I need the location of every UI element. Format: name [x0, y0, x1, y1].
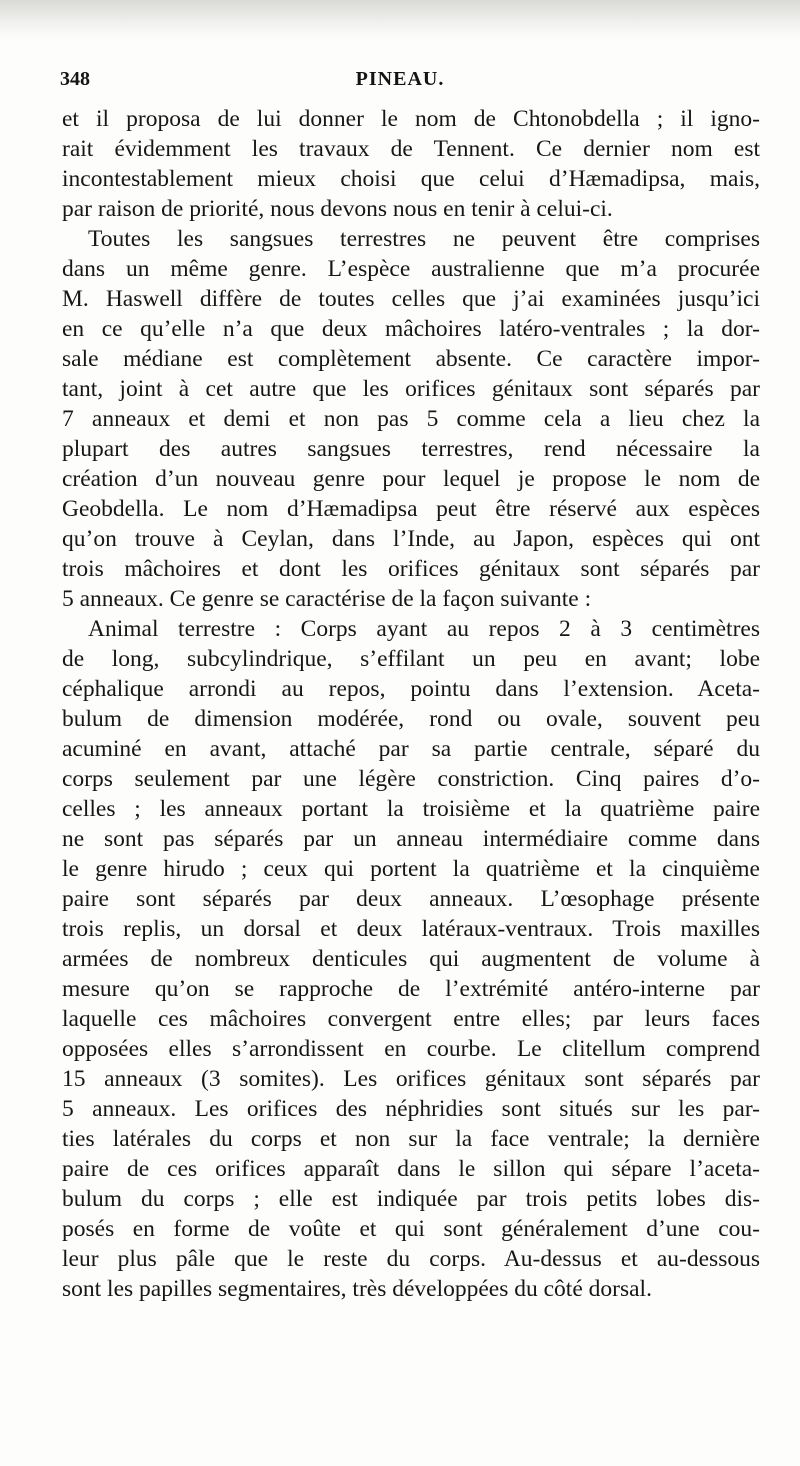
running-head: PINEAU. — [355, 68, 445, 90]
text-line: rait évidemment les travaux de Tennent. Ce dernier nom est — [62, 136, 760, 162]
text-line: sale médiane est complètement absente. Ce caractère impor- — [62, 346, 760, 372]
text-line: ties latérales du corps et non sur la face ventrale; la dernière — [62, 1126, 760, 1152]
text-line: posés en forme de voûte et qui sont généralement d’une cou- — [62, 1216, 760, 1242]
text-line: ne sont pas séparés par un anneau intermédiaire comme dans — [62, 826, 760, 852]
body-text — [62, 104, 760, 1304]
text-line: céphalique arrondi au repos, pointu dans l’extension. Aceta- — [62, 676, 760, 702]
text-line: armées de nombreux denticules qui augmentent de volume à — [62, 946, 760, 972]
text-line: et il proposa de lui donner le nom de Chtonobdella ; il igno- — [62, 106, 760, 132]
text-line: le genre hirudo ; ceux qui portent la quatrième et la cinquième — [62, 856, 760, 882]
text-line: mesure qu’on se rapproche de l’extrémité antéro-interne par — [62, 976, 760, 1002]
text-line: leur plus pâle que le reste du corps. Au-dessus et au-dessous — [62, 1246, 760, 1272]
text-line: laquelle ces mâchoires convergent entre elles; par leurs faces — [62, 1006, 760, 1032]
text-line: par raison de priorité, nous devons nous en tenir à celui-ci. — [62, 196, 613, 222]
page-number: 348 — [60, 68, 90, 90]
text-line: 15 anneaux (3 somites). Les orifices génitaux sont séparés par — [62, 1066, 760, 1092]
paragraph-3 — [62, 614, 760, 1304]
scan-edge-shading — [0, 0, 800, 40]
text-line: sont les papilles segmentaires, très développées du côté dorsal. — [62, 1276, 652, 1302]
text-line: 5 anneaux. Ce genre se caractérise de la façon suivante : — [62, 586, 592, 612]
text-line: paire de ces orifices apparaît dans le sillon qui sépare l’aceta- — [62, 1156, 760, 1182]
text-line: plupart des autres sangsues terrestres, rend nécessaire la — [62, 436, 760, 462]
text-line: opposées elles s’arrondissent en courbe. Le clitellum comprend — [62, 1036, 760, 1062]
page-header — [60, 68, 740, 98]
paragraph-2 — [62, 224, 760, 614]
text-line: en ce qu’elle n’a que deux mâchoires latéro-ventrales ; la dor- — [62, 316, 760, 342]
text-line: qu’on trouve à Ceylan, dans l’Inde, au Japon, espèces qui ont — [62, 526, 760, 552]
paragraph-1 — [62, 104, 760, 224]
text-line: incontestablement mieux choisi que celui d’Hæmadipsa, mais, — [62, 166, 760, 192]
text-line: de long, subcylindrique, s’effilant un peu en avant; lobe — [62, 646, 760, 672]
text-line: Geobdella. Le nom d’Hæmadipsa peut être réservé aux espèces — [62, 496, 760, 522]
text-line: création d’un nouveau genre pour lequel je propose le nom de — [62, 466, 760, 492]
text-line: 5 anneaux. Les orifices des néphridies sont situés sur les par- — [62, 1096, 760, 1122]
text-line: tant, joint à cet autre que les orifices génitaux sont séparés par — [62, 376, 760, 402]
text-line: paire sont séparés par deux anneaux. L’œsophage présente — [62, 886, 760, 912]
text-line: bulum de dimension modérée, rond ou ovale, souvent peu — [62, 706, 760, 732]
text-line: Toutes les sangsues terrestres ne peuvent être comprises — [88, 226, 760, 252]
text-line: dans un même genre. L’espèce australienne que m’a procurée — [62, 256, 760, 282]
text-line: bulum du corps ; elle est indiquée par trois petits lobes dis- — [62, 1186, 760, 1212]
text-line: M. Haswell diffère de toutes celles que j’ai examinées jusqu’ici — [62, 286, 760, 312]
text-line: trois mâchoires et dont les orifices génitaux sont séparés par — [62, 556, 760, 582]
text-line: trois replis, un dorsal et deux latéraux-ventraux. Trois maxilles — [62, 916, 760, 942]
text-line: corps seulement par une légère constriction. Cinq paires d’o- — [62, 766, 760, 792]
text-line: 7 anneaux et demi et non pas 5 comme cela a lieu chez la — [62, 406, 760, 432]
text-line: acuminé en avant, attaché par sa partie centrale, séparé du — [62, 736, 760, 762]
text-line: Animal terrestre : Corps ayant au repos 2 à 3 centimètres — [88, 616, 760, 642]
text-line: celles ; les anneaux portant la troisième et la quatrième paire — [62, 796, 760, 822]
